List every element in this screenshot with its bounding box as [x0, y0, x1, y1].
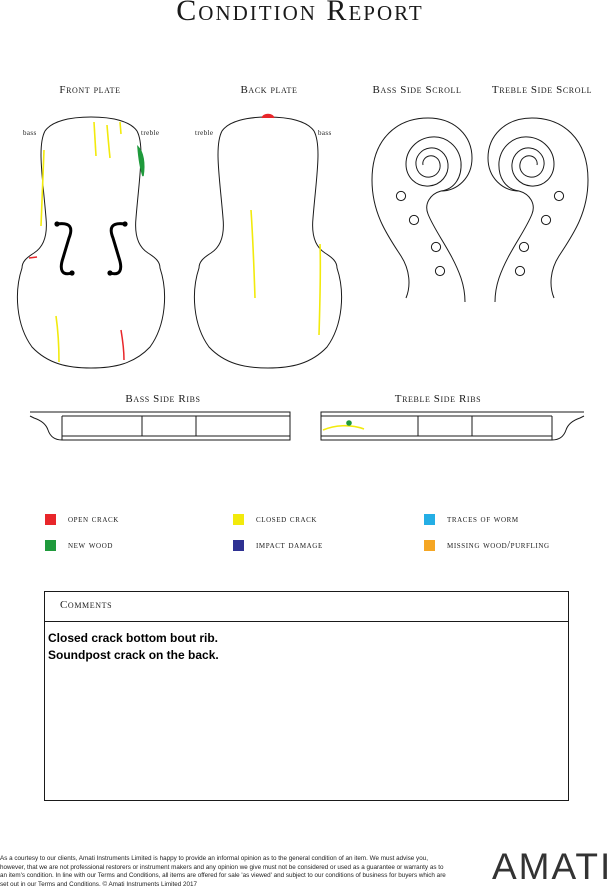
legend-open-crack: [45, 514, 119, 525]
back-plate-label: Back plate: [240, 84, 298, 96]
back-bass-label: bass: [318, 129, 332, 137]
legend-closed-crack-label: closed crack: [256, 514, 318, 525]
front-treble-label: treble: [141, 129, 160, 137]
legend-impact-damage: [233, 540, 323, 551]
impact-damage-swatch: [233, 540, 244, 551]
front-plate-label: Front plate: [59, 84, 121, 96]
legend-new-wood-label: new wood: [68, 540, 114, 551]
legend-open-crack-label: open crack: [68, 514, 119, 525]
bass-side-ribs-label: Bass Side Ribs: [125, 393, 201, 405]
comments-heading: Comments: [45, 592, 568, 622]
comments-box: [44, 591, 569, 801]
bass-side-scroll-label: Bass Side Scroll: [372, 84, 462, 96]
brand-logo: AMATI: [492, 846, 612, 887]
comment-line: Soundpost crack on the back.: [48, 648, 219, 662]
back-treble-label: treble: [195, 129, 214, 137]
comments-text: [45, 622, 568, 664]
disclaimer-text: As a courtesy to our clients, Amati Instruments Limited is happy to provide an informal opinion as to the general condition of an item. We must advise you, however, that we are not professional restorers or instrument makers and any opinion we give must not be considered or used as a guarantee or warranty as to an item's condition. In line with our Terms and Conditions, all items are offered for sale 'as viewed' and subject to our conditions of business for buyers which are set out in our Terms and Conditions. © Amati Instruments Limited 2017: [0, 855, 446, 888]
treble-side-scroll-label: Treble Side Scroll: [491, 84, 593, 96]
legend-missing-wood-label: missing wood/purfling: [447, 540, 550, 551]
open-crack-swatch: [45, 514, 56, 525]
traces-of-worm-swatch: [424, 514, 435, 525]
treble-side-ribs-label: Treble Side Ribs: [394, 393, 482, 405]
closed-crack-swatch: [233, 514, 244, 525]
comment-line: Closed crack bottom bout rib.: [48, 631, 219, 645]
front-bass-label: bass: [23, 129, 37, 137]
page-title: Condition Report: [176, 0, 424, 27]
legend-traces-of-worm-label: traces of worm: [447, 514, 519, 525]
missing-wood-swatch: [424, 540, 435, 551]
legend-missing-wood: [424, 540, 550, 551]
legend-closed-crack: [233, 514, 317, 525]
legend-traces-of-worm: [424, 514, 519, 525]
legend-impact-damage-label: impact damage: [256, 540, 323, 551]
legend-new-wood: [45, 540, 113, 551]
new-wood-swatch: [45, 540, 56, 551]
